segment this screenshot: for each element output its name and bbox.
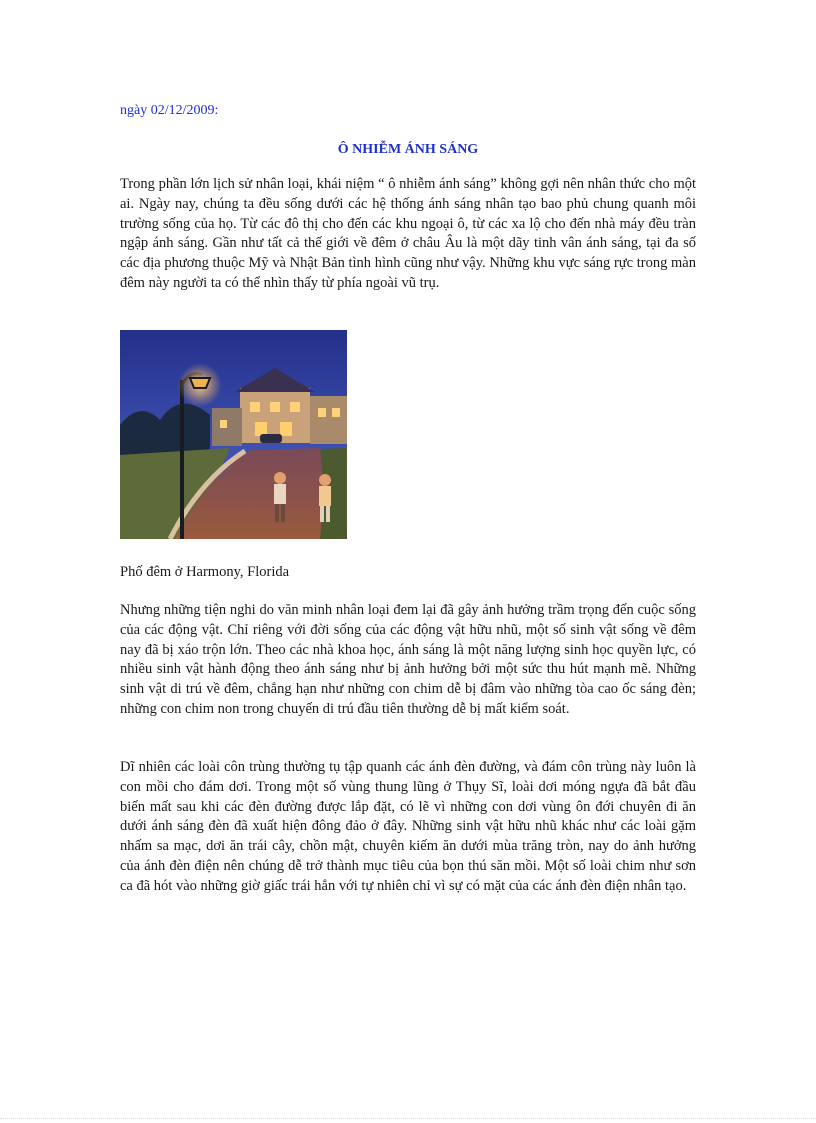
page-bottom-divider bbox=[0, 1118, 816, 1119]
image-caption: Phố đêm ở Harmony, Florida bbox=[120, 564, 290, 580]
paragraph-intro: Trong phần lớn lịch sử nhân loại, khái niệm “ ô nhiễm ánh sáng” không gợi nên nhân thức cho một ai. Ngày nay, chúng ta đều sống dưới các hệ thống ánh sáng nhân tạo bao phủ chung quanh môi trường sống của họ. Từ các đô thị cho đến các khu ngoại ô, từ các xa lộ cho đến nhà máy đều tràn ngập ánh sáng. Gần như tất cả thế giới về đêm ở châu Âu là một dãy tinh vân ánh sáng, tại đa số các địa phương thuộc Mỹ và Nhật Bản tình hình cũng như vậy. Những khu vực sáng rực trong màn đêm này người ta có thể nhìn thấy từ phía ngoài vũ trụ. bbox=[120, 176, 696, 291]
date-line: ngày 02/12/2009: bbox=[120, 103, 219, 118]
paragraph-insects: Dĩ nhiên các loài côn trùng thường tụ tập quanh các ánh đèn đường, và đám côn trùng này luôn là con mồi cho đám dơi. Trong một số vùng thung lũng ở Thụy Sĩ, loài dơi móng ngựa đã bắt đầu biến mất sau khi các đèn đường được lắp đặt, có lẽ vì những con dơi vùng ôn đới chuyên đi ăn dưới ánh sáng đèn đã xuất hiện đông đảo ở đây. Những sinh vật hữu nhũ khác như các loài gặm nhấm sa mạc, dơi ăn trái cây, chồn mật, chuyên kiếm ăn dưới mùa trăng tròn, nay do ảnh hưởng của ánh đèn điện nên chúng dễ trở thành mục tiêu của bọn thú săn mồi. Một số loài chim như sơn ca đã hót vào những giờ giấc trái hẳn với tự nhiên chỉ vì sự có mặt của các ánh đèn điện nhân tạo. bbox=[120, 759, 696, 894]
paragraph-animals: Nhưng những tiện nghi do văn minh nhân loại đem lại đã gây ảnh hưởng trầm trọng đến cuộc sống của các động vật. Chỉ riêng với đời sống của các động vật hữu nhũ, một số sinh vật sống về đêm nay đã bị xáo trộn lớn. Theo các nhà khoa học, ánh sáng là một năng lượng sinh học quyền lực, có nhiều sinh vật hành động theo ánh sáng như bị ảnh hưởng bởi một sức thu hút mạnh mẽ. Những sinh vật di trú về đêm, chẳng hạn như những con chim dễ bị đâm vào những tòa cao ốc sáng đèn; những con chim non trong chuyến di trú đầu tiên thường dễ bị mất kiểm soát. bbox=[120, 602, 696, 717]
lamp-post bbox=[180, 380, 184, 539]
page-title: Ô NHIỄM ÁNH SÁNG bbox=[337, 142, 479, 157]
night-street-illustration bbox=[120, 330, 347, 539]
night-street-photo bbox=[120, 330, 347, 539]
